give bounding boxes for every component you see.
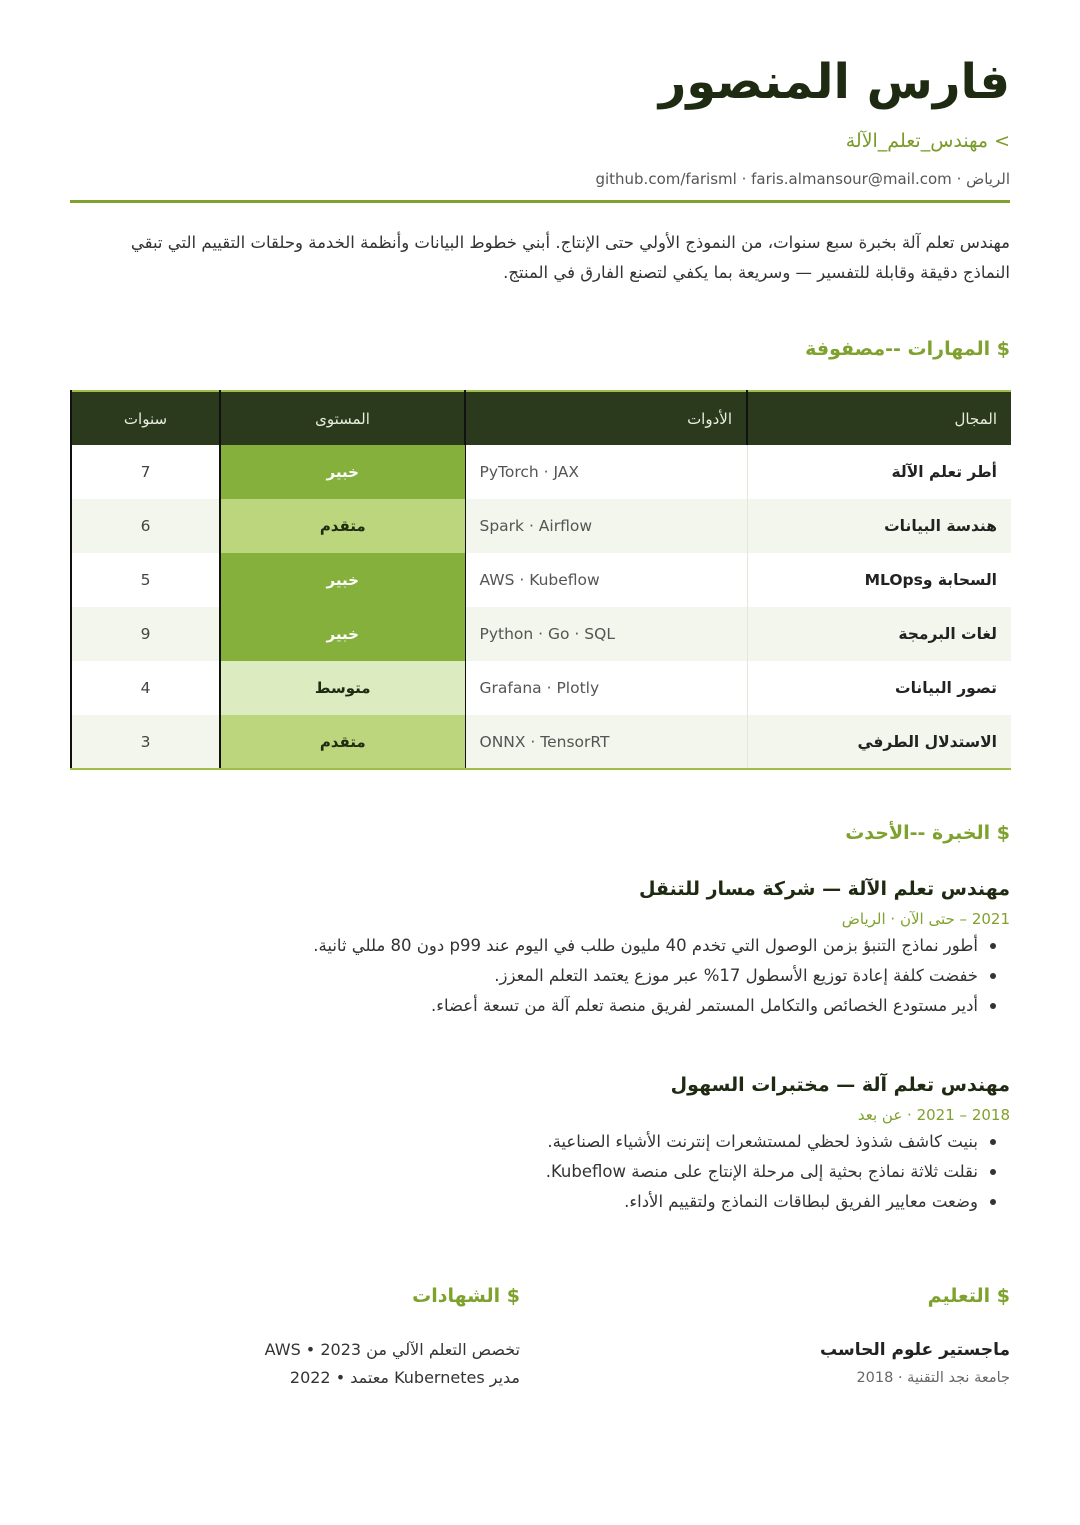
profile-summary: مهندس تعلم آلة بخبرة سبع سنوات، من النموذج الأولي حتى الإنتاج. أبني خطوط البيانات وأنظمة الخدمة وحلقات التقييم التي تبقي النماذج دقيقة وقابلة للتفسير — وسريعة بما يكفي لتصنع الفارق في المنتج. bbox=[130, 233, 1010, 282]
skill-tools: ONNX · TensorRT bbox=[465, 715, 747, 769]
certification-item: تخصص التعلم الآلي من AWS • 2023 bbox=[264, 1340, 520, 1359]
header-divider bbox=[70, 200, 1010, 203]
skill-level: خبير bbox=[220, 607, 465, 661]
resume-page bbox=[70, 0, 1010, 1525]
certifications-section-title: $ الشهادات bbox=[412, 1285, 520, 1307]
skill-field: هندسة البيانات bbox=[747, 499, 1011, 553]
skill-level: متوسط bbox=[220, 661, 465, 715]
job-meta: 2018 – 2021 · عن بعد bbox=[857, 1106, 1010, 1124]
skill-tools: Python · Go · SQL bbox=[465, 607, 747, 661]
skill-level: خبير bbox=[220, 553, 465, 607]
achievement-item: وضعت معايير الفريق لبطاقات النماذج ولتقييم الأداء. bbox=[546, 1187, 1010, 1217]
job-achievements bbox=[313, 931, 1010, 1021]
achievement-item: نقلت ثلاثة نماذج بحثية إلى مرحلة الإنتاج على منصة Kubeflow. bbox=[546, 1157, 1010, 1187]
skill-field: الاستدلال الطرفي bbox=[747, 715, 1011, 769]
skill-row bbox=[71, 553, 1011, 607]
header-years: سنوات bbox=[71, 391, 220, 445]
header-field: المجال bbox=[747, 391, 1011, 445]
education-section-title: $ التعليم bbox=[927, 1285, 1010, 1307]
skill-row bbox=[71, 607, 1011, 661]
contact-line: الرياض · github.com/farisml · faris.almansour@mail.com bbox=[595, 170, 1010, 188]
achievement-item: خفضت كلفة إعادة توزيع الأسطول 17% عبر موزع يعتمد التعلم المعزز. bbox=[313, 961, 1010, 991]
skill-field: أطر تعلم الآلة bbox=[747, 445, 1011, 499]
skill-years: 9 bbox=[71, 607, 220, 661]
skill-years: 7 bbox=[71, 445, 220, 499]
skill-tools: AWS · Kubeflow bbox=[465, 553, 747, 607]
experience-section-title: $ الخبرة --الأحدث bbox=[845, 822, 1010, 844]
skill-row bbox=[71, 499, 1011, 553]
skill-level: متقدم bbox=[220, 715, 465, 769]
skill-years: 4 bbox=[71, 661, 220, 715]
skill-row bbox=[71, 715, 1011, 769]
skill-years: 5 bbox=[71, 553, 220, 607]
skill-tools: PyTorch · JAX bbox=[465, 445, 747, 499]
certification-item: مدير Kubernetes معتمد • 2022 bbox=[289, 1368, 520, 1387]
header-tools: الأدوات bbox=[465, 391, 747, 445]
skill-field: لغات البرمجة bbox=[747, 607, 1011, 661]
skill-field: السحابة وMLOps bbox=[747, 553, 1011, 607]
job-meta: 2021 – حتى الآن · الرياض bbox=[841, 910, 1010, 928]
skill-field: تصور البيانات bbox=[747, 661, 1011, 715]
achievement-item: أطور نماذج التنبؤ بزمن الوصول التي تخدم 40 مليون طلب في اليوم عند p99 دون 80 مللي ثانية. bbox=[313, 931, 1010, 961]
skill-level: خبير bbox=[220, 445, 465, 499]
skill-tools: Spark · Airflow bbox=[465, 499, 747, 553]
candidate-name: فارس المنصور bbox=[658, 54, 1010, 110]
skills-matrix bbox=[70, 390, 1011, 770]
skills-header-row bbox=[71, 391, 1011, 445]
candidate-role: > مهندس_تعلم_الآلة bbox=[845, 130, 1010, 152]
header-level: المستوى bbox=[220, 391, 465, 445]
education-degree: ماجستير علوم الحاسب bbox=[820, 1340, 1010, 1360]
achievement-item: بنيت كاشف شذوذ لحظي لمستشعرات إنترنت الأشياء الصناعية. bbox=[546, 1127, 1010, 1157]
skill-row bbox=[71, 661, 1011, 715]
job-title: مهندس تعلم الآلة — شركة مسار للتنقل bbox=[638, 878, 1010, 900]
skills-section-title: $ المهارات --مصفوفة bbox=[805, 338, 1010, 360]
job-achievements bbox=[546, 1127, 1010, 1217]
achievement-item: أدير مستودع الخصائص والتكامل المستمر لفريق منصة تعلم آلة من تسعة أعضاء. bbox=[313, 991, 1010, 1021]
skill-years: 3 bbox=[71, 715, 220, 769]
skill-level: متقدم bbox=[220, 499, 465, 553]
job-title: مهندس تعلم آلة — مختبرات السهول bbox=[670, 1074, 1010, 1096]
education-school: جامعة نجد التقنية · 2018 bbox=[856, 1370, 1010, 1386]
skill-row bbox=[71, 445, 1011, 499]
skill-years: 6 bbox=[71, 499, 220, 553]
skill-tools: Grafana · Plotly bbox=[465, 661, 747, 715]
